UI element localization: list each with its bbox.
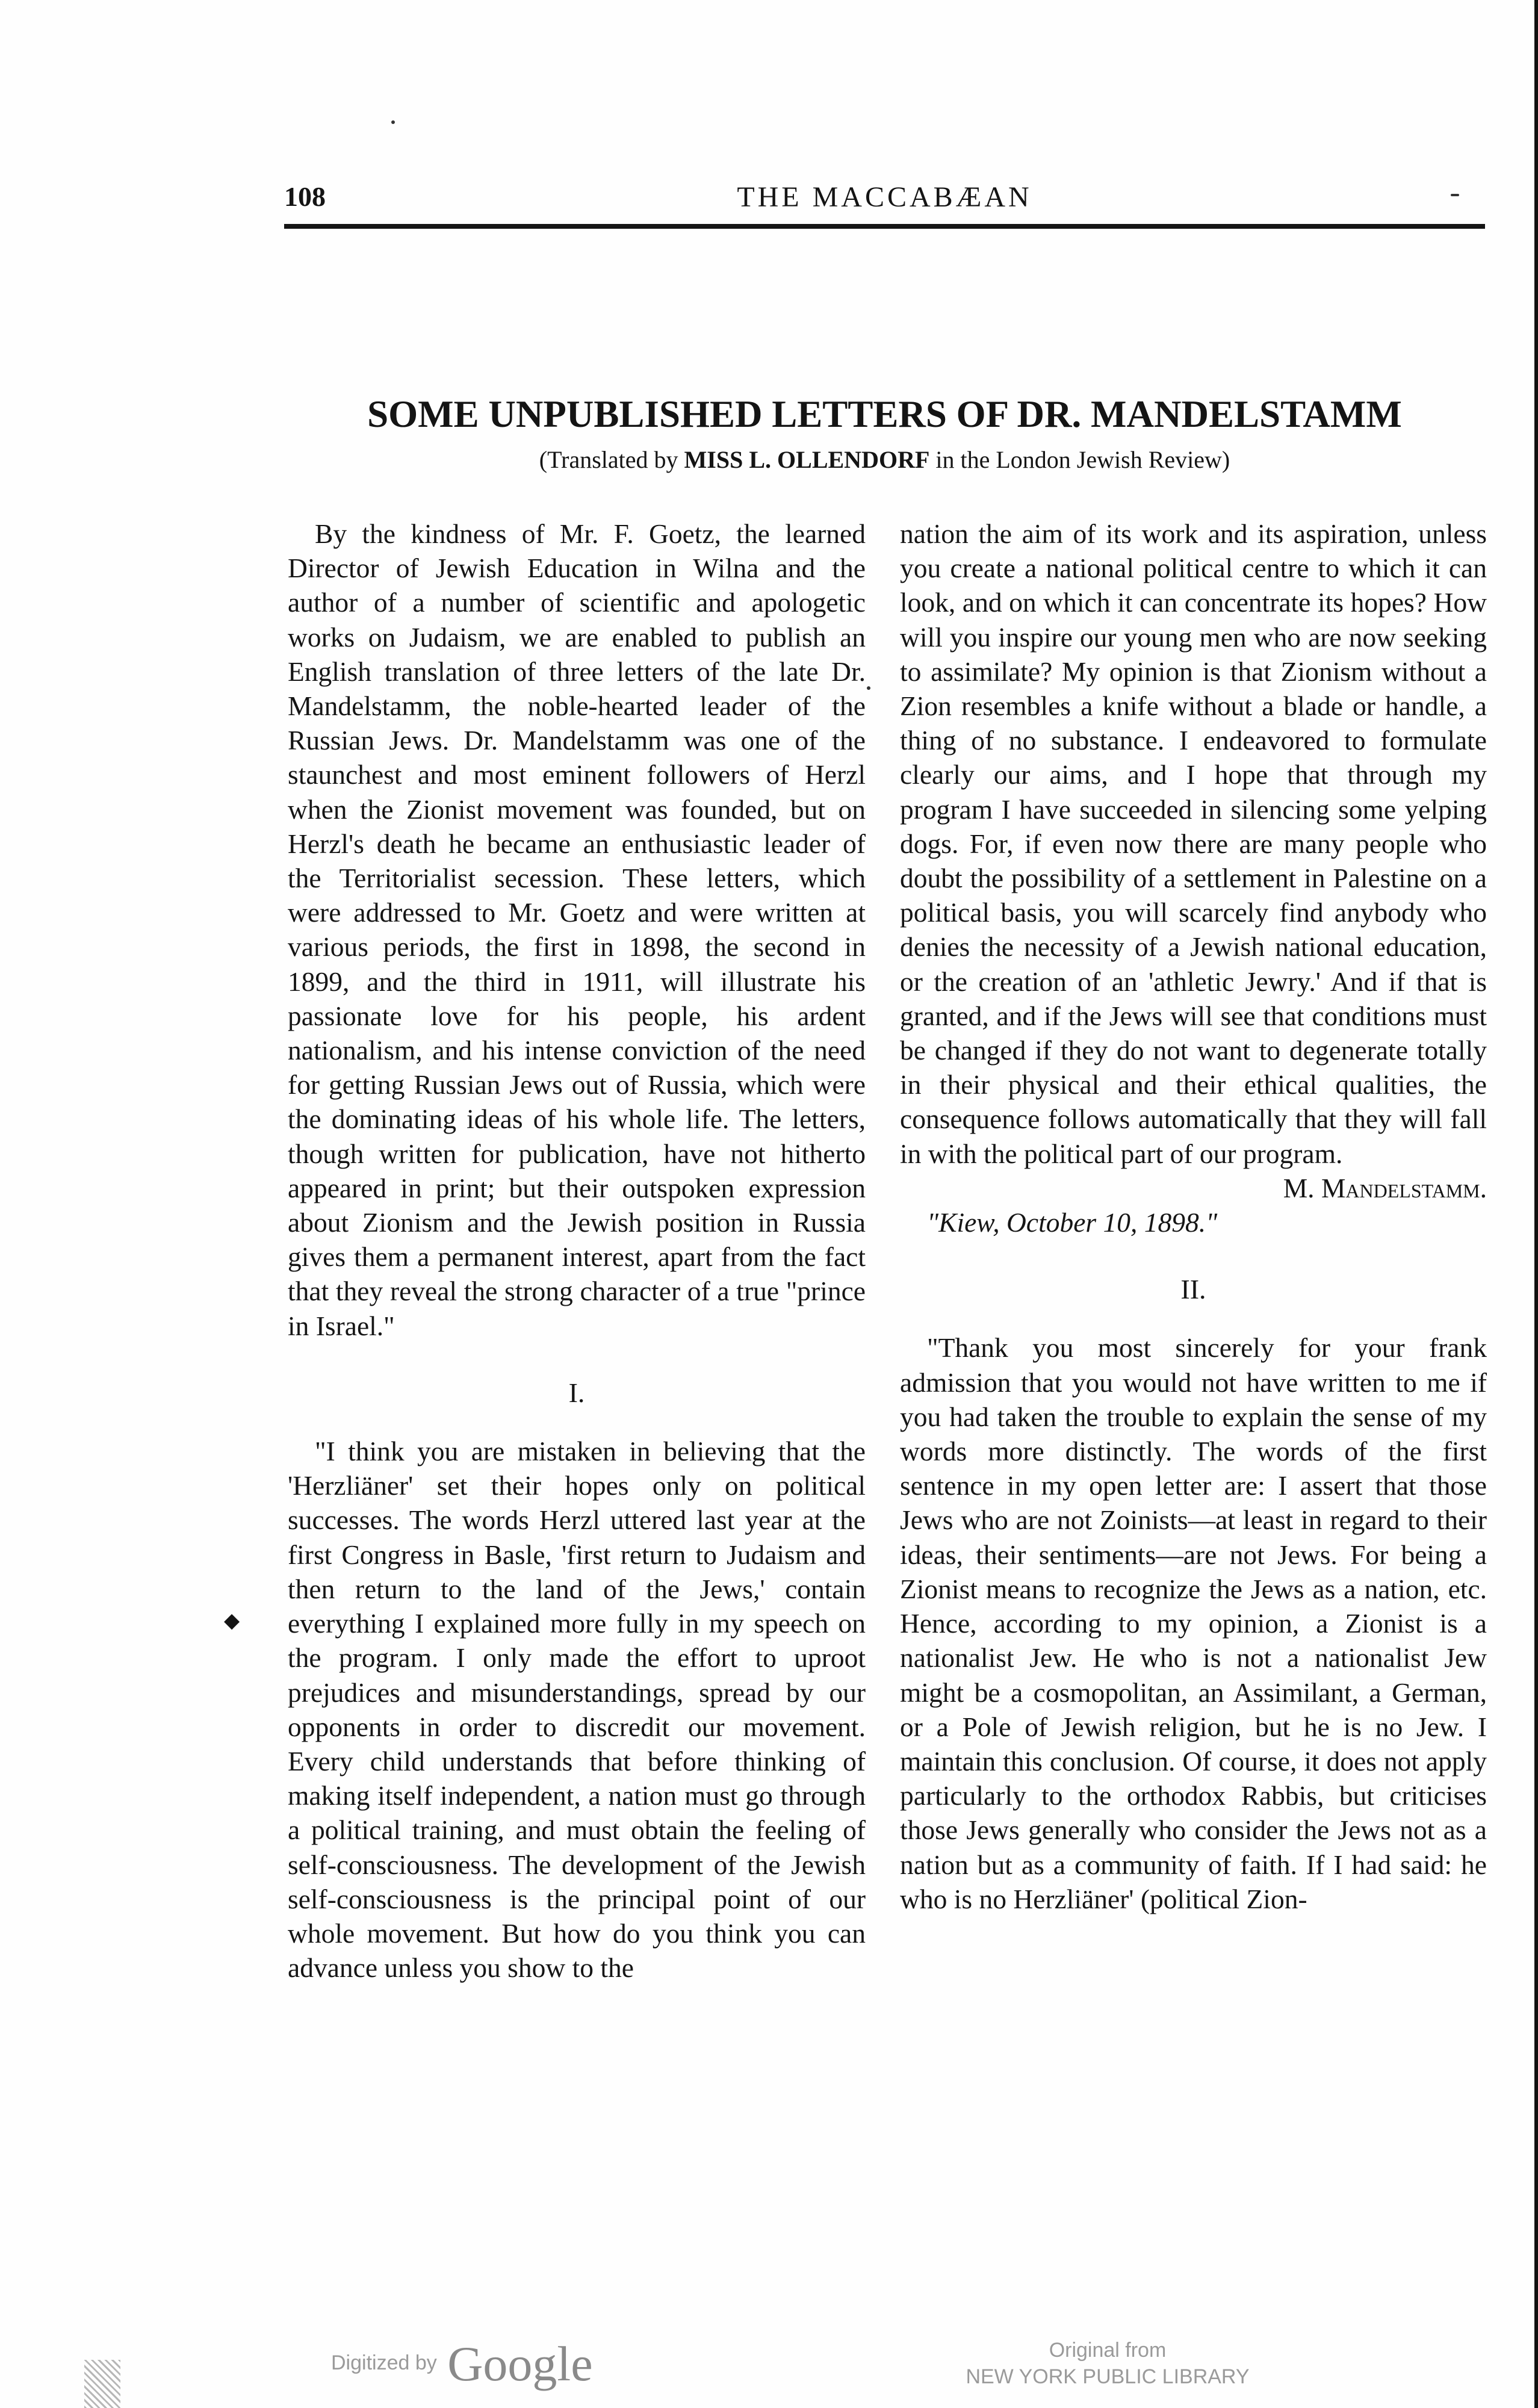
intro-paragraph: By the kindness of Mr. F. Goetz, the learned Director of Jewish Education in Wilna and the author of a number of scientific and apologetic works on Judaism, we are enabled to publish an English translation of three letters of the late Dr. Mandelstamm, the noble-hearted leader of the Russian Jews. Dr. Mandelstamm was one of the staunchest and most eminent followers of Herzl when the Zionist movement was founded, but on Herzl's death he became an enthusiastic leader of the Territorialist secession. These letters, which were addressed to Mr. Goetz and were written at various periods, the first in 1898, the second in 1899, and the third in 1911, will illustrate his passionate love for his people, his ardent nationalism, and his intense conviction of the need for getting Russian Jews out of Russia, which were the dominating ideas of his whole life. The letters, though written for publication, have not hitherto appeared in print; but their outspoken expression about Zionism and the Jewish position in Russia gives them a permanent interest, apart from the fact that they reveal the strong character of a true "prince in Israel." <box>288 518 866 1341</box>
section-heading-2: II. <box>1180 1274 1206 1305</box>
original-from-text: Original from <box>1049 2339 1167 2362</box>
right-column <box>900 517 1487 1916</box>
library-name: NEW YORK PUBLIC LIBRARY <box>966 2365 1250 2388</box>
digitized-by-text: Digitized by <box>331 2351 437 2374</box>
article-title: SOME UNPUBLISHED LETTERS OF DR. MANDELSTAMM <box>367 393 1402 436</box>
translator-name: MISS L. OLLENDORF <box>684 446 930 473</box>
signature <box>900 1171 1487 1205</box>
signature-name: Mandelstamm. <box>1321 1172 1487 1203</box>
digitized-by-watermark <box>331 2336 593 2392</box>
scan-mark-icon <box>84 2360 120 2408</box>
signature-initial: M. <box>1283 1172 1321 1203</box>
scan-speck-icon <box>867 686 870 690</box>
margin-bullet-icon: ◆ <box>224 1610 240 1632</box>
subtitle-suffix: in the London Jewish Review) <box>929 446 1230 473</box>
left-column <box>288 517 866 1985</box>
scan-speck-icon <box>391 120 395 124</box>
dateline: "Kiew, October 10, 1898." <box>927 1207 1218 1238</box>
page-number: 108 <box>284 181 326 212</box>
running-title: THE MACCABÆAN <box>737 181 1032 213</box>
google-logo: Google <box>447 2336 593 2391</box>
article-subtitle <box>284 445 1485 474</box>
page-edge-shadow <box>1534 0 1538 2408</box>
scan-speck-icon <box>1451 194 1459 196</box>
page-header <box>284 181 1485 217</box>
original-from-watermark <box>915 2337 1300 2390</box>
header-rule <box>284 224 1485 229</box>
subtitle-prefix: (Translated by <box>539 446 684 473</box>
section-heading-1: I. <box>568 1377 585 1408</box>
letter-1-continuation: nation the aim of its work and its aspiration, unless you create a national political centre to which it can look, and on which it can concentrate its hopes? How will you inspire our young men who are now seeking to assimilate? My opinion is that Zionism without a Zion resembles a knife without a blade or handle, a thing of no substance. I endeavored to formulate clearly our aims, and I hope that through my program I have succeeded in silencing some yelping dogs. For, if even now there are many people who doubt the possibility of a settlement in Palestine on a political basis, you will scarcely find anybody who denies the necessity of a Jewish national education, or the creation of an 'athletic Jewry.' And if that is granted, and if the Jews will see that conditions must be changed if they do not want to degenerate totally in their physical and their ethical qualities, the consequence follows automatically that they will fall in with the political part of our program. <box>900 518 1487 1169</box>
letter-2-paragraph: "Thank you most sincerely for your frank admission that you would not have written to me if you had taken the trouble to explain the sense of my words more distinctly. The words of the first sentence in my open letter are: I assert that those Jews who are not Zoinists—at least in regard to their ideas, their sentiments—are not Jews. For being a Zionist means to recognize the Jews as a nation, etc. Hence, according to my opinion, a Zionist is a nationalist Jew. He who is not a nationalist Jew might be a cosmopolitan, an Assimilant, a German, or a Pole of Jewish religion, but he is no Jew. I maintain this conclusion. Of course, it does not apply particularly to the orthodox Rabbis, but criticises those Jews generally who consider the Jews not as a nation but as a community of faith. If I had said: he who is no Herzliäner' (political Zion- <box>900 1332 1487 1914</box>
letter-1-paragraph: "I think you are mistaken in believing that the 'Herzliäner' set their hopes only on political successes. The words Herzl uttered last year at the first Congress in Basle, 'first return to Judaism and then return to the land of the Jews,' contain everything I explained more fully in my speech on the program. I only made the effort to uproot prejudices and misunderstandings, spread by our opponents in order to discredit our movement. Every child understands that before thinking of making itself independent, a nation must go through a political training, and must obtain the feeling of self-consciousness. The development of the Jewish self-consciousness is the principal point of our whole movement. But how do you think you can advance unless you show to the <box>288 1436 866 1984</box>
